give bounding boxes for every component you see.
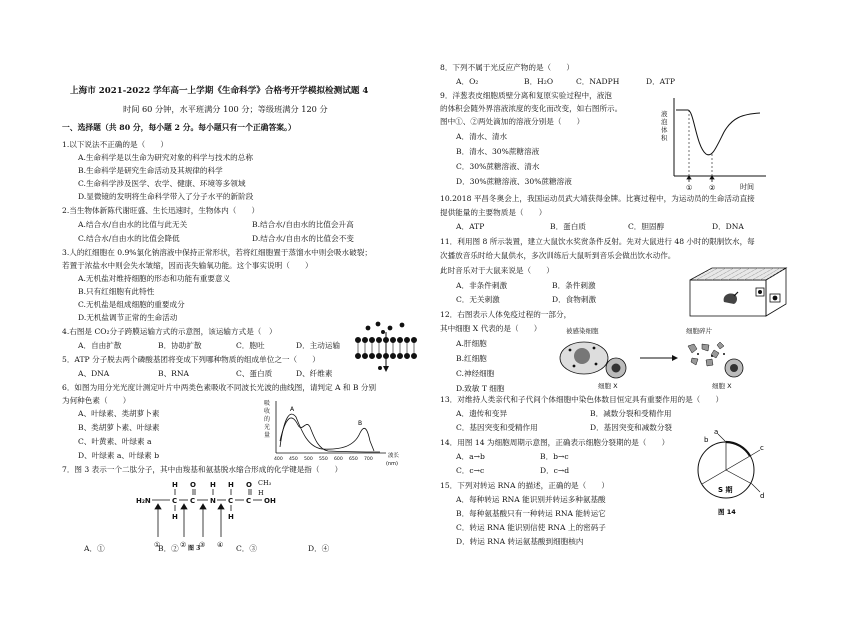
- q2-option-c: C.结合水/自由水的比值会降低: [78, 234, 180, 243]
- q14-option-a: A．a→b: [456, 452, 485, 461]
- fig6-curve-a-label: A: [290, 406, 295, 413]
- fig6-ylabel-2: 收: [264, 408, 271, 415]
- q13-option-c: C．基因突变和受精作用: [456, 423, 538, 432]
- fig6-xtick: 550: [319, 457, 328, 462]
- q12-option-d: D.致敏 T 细胞: [456, 384, 505, 393]
- q6-option-a: A、叶绿素、类胡萝卜素: [78, 409, 160, 418]
- q10-option-c: C．胆固醇: [628, 222, 665, 231]
- fig9-ylabel-2: 泡: [661, 118, 668, 126]
- q12-option-c: C.神经细胞: [456, 369, 495, 378]
- atom: C: [172, 497, 178, 505]
- q1-option-a: A.生命科学是以生命为研究对象的科学与技术的总称: [78, 153, 253, 162]
- fig3-label: 图 3: [188, 545, 201, 552]
- q11-option-b: B．条件刺激: [552, 281, 596, 290]
- q7-option-d: D．④: [308, 544, 330, 553]
- q1-option-b: B.生命科学是研究生命活动及其规律的科学: [78, 166, 223, 175]
- q12-option-b: B.红细胞: [456, 354, 487, 363]
- atom: C: [246, 497, 252, 505]
- q11-option-c: C．无关刺激: [456, 295, 500, 304]
- q6-option-c: C、叶黄素、叶绿素 a: [78, 437, 152, 446]
- q4-option-a: A．自由扩散: [78, 341, 122, 350]
- q5-option-c: C、蛋白质: [236, 369, 273, 378]
- fig9-ylabel-1: 液: [661, 110, 668, 118]
- fig9-ylabel-3: 体: [661, 126, 668, 134]
- atom: C: [190, 497, 196, 505]
- q8-option-d: D．ATP: [646, 77, 675, 86]
- q2-stem: 2.当生物体新陈代谢旺盛、生长迅速时，生物体内（ ）: [62, 206, 260, 215]
- fig6-ylabel-5: 量: [264, 432, 271, 439]
- q2-option-b: B.结合水/自由水的比值会升高: [252, 220, 354, 229]
- q7-option-a: A．①: [84, 544, 105, 553]
- q9-stem-2: 的体积会随外界溶液浓度的变化而改变，如右图所示。: [440, 104, 623, 113]
- fig9-marker-2: ②: [709, 184, 716, 192]
- q7-option-b: B．②: [158, 544, 179, 553]
- q3-option-a: A.无机盐对维持细胞的形态和功能有重要意义: [78, 274, 231, 283]
- fig9-ylabel-4: 积: [661, 134, 668, 142]
- fig6-curve-b-label: B: [358, 420, 363, 427]
- atom: H: [172, 513, 178, 521]
- q15-option-a: A．每种转运 RNA 能识别并转运多种氨基酸: [456, 495, 606, 504]
- q15-option-b: B．每种氨基酸只有一种转运 RNA 能转运它: [456, 509, 606, 518]
- atom: OH: [264, 497, 276, 505]
- membrane-transport-figure: [350, 318, 420, 376]
- q13-option-b: B．减数分裂和受精作用: [590, 409, 672, 418]
- fig6-ylabel-1: 吸: [264, 400, 271, 407]
- q6-option-b: B、类胡萝卜素、叶绿素: [78, 423, 160, 432]
- q12-stem: 12．右图表示人体免疫过程的一部分，: [440, 310, 572, 319]
- q8-stem: 8．下列不属于光反应产物的是（ ）: [440, 63, 574, 72]
- q5-option-d: D、纤维素: [296, 369, 333, 378]
- fig14-label-a: a: [714, 428, 719, 436]
- q10-option-b: B．蛋白质: [550, 222, 586, 231]
- q3-option-b: B.只有红细胞有此特性: [78, 287, 155, 296]
- q13-stem: 13．对维持人类亲代和子代间个体细胞中染色体数目恒定具有重要作用的是（ ）: [440, 395, 724, 404]
- atom: N: [210, 497, 216, 505]
- q8-option-a: A．O₂: [456, 77, 479, 86]
- fig12-cell-debris-label: 细胞碎片: [686, 327, 712, 335]
- atom: H₂N: [136, 497, 151, 505]
- q7-option-c: C．③: [236, 544, 257, 553]
- atom: H: [210, 481, 216, 489]
- q7-stem: 7．图 3 表示一个二肽分子，其中由羧基和氨基脱水缩合形成的化学键是指（ ）: [62, 465, 343, 474]
- q15-option-c: C．转运 RNA 能识别信使 RNA 上的密码子: [456, 523, 606, 532]
- q4-option-b: B．协助扩散: [158, 341, 202, 350]
- fig6-xtick: 650: [349, 457, 358, 462]
- q14-option-c: C．c→c: [456, 466, 485, 475]
- q5-option-b: B、RNA: [158, 369, 190, 378]
- q8-option-b: B．H₂O: [524, 77, 554, 86]
- q11-stem-3: 此时音乐对于大鼠来说是（ ）: [440, 266, 554, 275]
- q11-stem-2: 次播放音乐时给大鼠供水，多次训练后大鼠听到音乐会做出饮水动作。: [440, 251, 676, 260]
- q6-option-d: D、叶绿素 a、叶绿素 b: [78, 451, 160, 460]
- fig12-infected-cell-label: 被感染细胞: [566, 327, 599, 335]
- q9-option-d: D．30%蔗糖溶液、30%蔗糖溶液: [456, 177, 572, 186]
- methyl-group: CH₃: [258, 479, 272, 487]
- q10-stem: 10.2018 平昌冬奥会上，我国运动员武大靖获得金牌。比赛过程中，为运动员的生命活动直接: [440, 194, 755, 203]
- q1-stem: 1.以下说法不正确的是（ ）: [62, 140, 168, 149]
- fig14-label-b: b: [704, 436, 709, 444]
- q8-option-c: C．NADPH: [576, 77, 620, 86]
- vacuole-volume-figure: [660, 96, 770, 192]
- bond-marker-3: ③: [199, 541, 206, 549]
- fig6-xunit-2: (nm): [386, 461, 398, 467]
- fig12-cell-x-label-1: 细胞 X: [598, 382, 618, 390]
- bond-marker-1: ①: [154, 541, 161, 549]
- q12-option-a: A.肝细胞: [456, 339, 487, 348]
- q12-stem-2: 其中细胞 X 代表的是（ ）: [440, 324, 542, 333]
- q5-option-a: A、DNA: [78, 369, 110, 378]
- atom: H: [172, 481, 178, 489]
- q6-stem-2: 为何种色素（ ）: [62, 396, 131, 405]
- q11-option-d: D．食物刺激: [552, 295, 597, 304]
- q11-stem: 11．利用图 8 所示装置，建立大鼠饮水奖赏条件反射。先对大鼠进行 48 小时的限制饮水，每: [440, 237, 755, 246]
- q2-option-d: D.结合水/自由水的比值会不变: [252, 234, 354, 243]
- q9-stem-3: 图中①、②两处滴加的溶液分别是（ ）: [440, 117, 585, 126]
- fig6-xtick: 600: [334, 457, 343, 462]
- atom: O: [190, 481, 196, 489]
- q6-stem: 6．如图为用分光光度计测定叶片中两类色素吸收不同波长光波的曲线图，请判定 A 和 B 分别: [62, 383, 377, 392]
- q15-stem: 15．下列对转运 RNA 的描述，正确的是（ ）: [440, 481, 610, 490]
- q1-option-d: D.显微镜的发明将生命科学带入了分子水平的新阶段: [78, 192, 254, 201]
- q3-stem-2: 若置于浓盐水中则会失水皱缩，因而丧失输氧功能。这个事实说明（ ）: [62, 261, 313, 270]
- fig12-cell-x-label-2: 细胞 X: [712, 382, 732, 390]
- fig6-xtick: 450: [289, 457, 298, 462]
- q15-option-d: D．转运 RNA 转运氨基酸到细胞核内: [456, 537, 584, 546]
- fig6-xtick: 700: [364, 457, 373, 462]
- atom: H: [228, 513, 234, 521]
- q2-option-a: A.结合水/自由水的比值与此无关: [78, 220, 188, 229]
- immune-response-figure: [552, 336, 752, 384]
- q10-stem-2: 提供能量的主要物质是（ ）: [440, 208, 547, 217]
- q14-stem: 14．用图 14 为细胞周期示意图，正确表示细胞分裂期的是（ ）: [440, 438, 670, 447]
- q9-option-c: C．30%蔗糖溶液、清水: [456, 162, 540, 171]
- fig14-label-c: c: [760, 444, 764, 452]
- bond-marker-4: ④: [217, 541, 224, 549]
- fig14-caption: 图 14: [718, 508, 736, 516]
- atom: O: [246, 481, 252, 489]
- fig14-s-phase-label: S 期: [718, 486, 733, 494]
- q4-stem: 4.右图是 CO₂分子跨膜运输方式的示意图，该运输方式是（ ）: [62, 327, 277, 336]
- atom: C: [228, 497, 234, 505]
- q3-option-d: D.无机盐调节正常的生命活动: [78, 313, 178, 322]
- q10-option-a: A．ATP: [456, 222, 485, 231]
- fig6-xunit: 波长: [388, 453, 400, 459]
- fig6-ylabel-3: 的: [264, 416, 271, 423]
- fig14-label-d: d: [760, 492, 765, 500]
- q13-option-a: A．遗传和变异: [456, 409, 508, 418]
- fig9-xlabel: 时间: [740, 183, 754, 191]
- q10-option-d: D．DNA: [712, 222, 744, 231]
- rat-conditioning-box-figure: [686, 266, 796, 322]
- q9-option-a: A．清水、清水: [456, 132, 508, 141]
- q14-option-d: D．c→d: [540, 466, 570, 475]
- q4-option-d: D．主动运输: [296, 341, 341, 350]
- fig6-xtick: 400: [274, 457, 283, 462]
- fig6-ylabel-4: 光: [264, 424, 271, 431]
- absorption-spectrum-figure: [262, 397, 422, 469]
- cell-cycle-figure: [690, 428, 770, 518]
- bond-marker-2: ②: [180, 541, 187, 549]
- q11-option-a: A．非条件刺激: [456, 281, 508, 290]
- exam-subtitle: 时间 60 分钟，水平班满分 100 分；等级班满分 120 分: [123, 104, 328, 114]
- q3-option-c: C.无机盐是组成细胞的重要成分: [78, 300, 185, 309]
- q9-option-b: B．清水、30%蔗糖溶液: [456, 147, 540, 156]
- q13-option-d: D．基因突变和减数分裂: [590, 423, 673, 432]
- q9-stem: 9．洋葱表皮细胞质壁分离和复原实验过程中，液泡: [440, 91, 612, 100]
- exam-title: 上海市 2021-2022 学年高一上学期《生命科学》合格考开学模拟检测试题 4: [70, 86, 369, 96]
- methyl-h: H: [258, 489, 264, 497]
- dipeptide-figure: [128, 477, 288, 553]
- section-heading: 一、选择题（共 80 分，每小题 2 分。每小题只有一个正确答案。）: [62, 123, 296, 132]
- fig9-marker-1: ①: [686, 184, 693, 192]
- q1-option-c: C.生命科学涉及医学、农学、健康、环境等多领域: [78, 179, 246, 188]
- q3-stem: 3.人的红细胞在 0.9%氯化钠溶液中保持正常形状，若将红细胞置于蒸馏水中则会吸水破裂；: [62, 248, 372, 257]
- q5-stem: 5．ATP 分子脱去两个磷酸基团将变成下列哪种物质的组成单位之一（ ）: [62, 355, 320, 364]
- fig6-xtick: 500: [304, 457, 313, 462]
- atom: H: [228, 481, 234, 489]
- q14-option-b: B．b→c: [540, 452, 569, 461]
- q4-option-c: C．胞吐: [236, 341, 265, 350]
